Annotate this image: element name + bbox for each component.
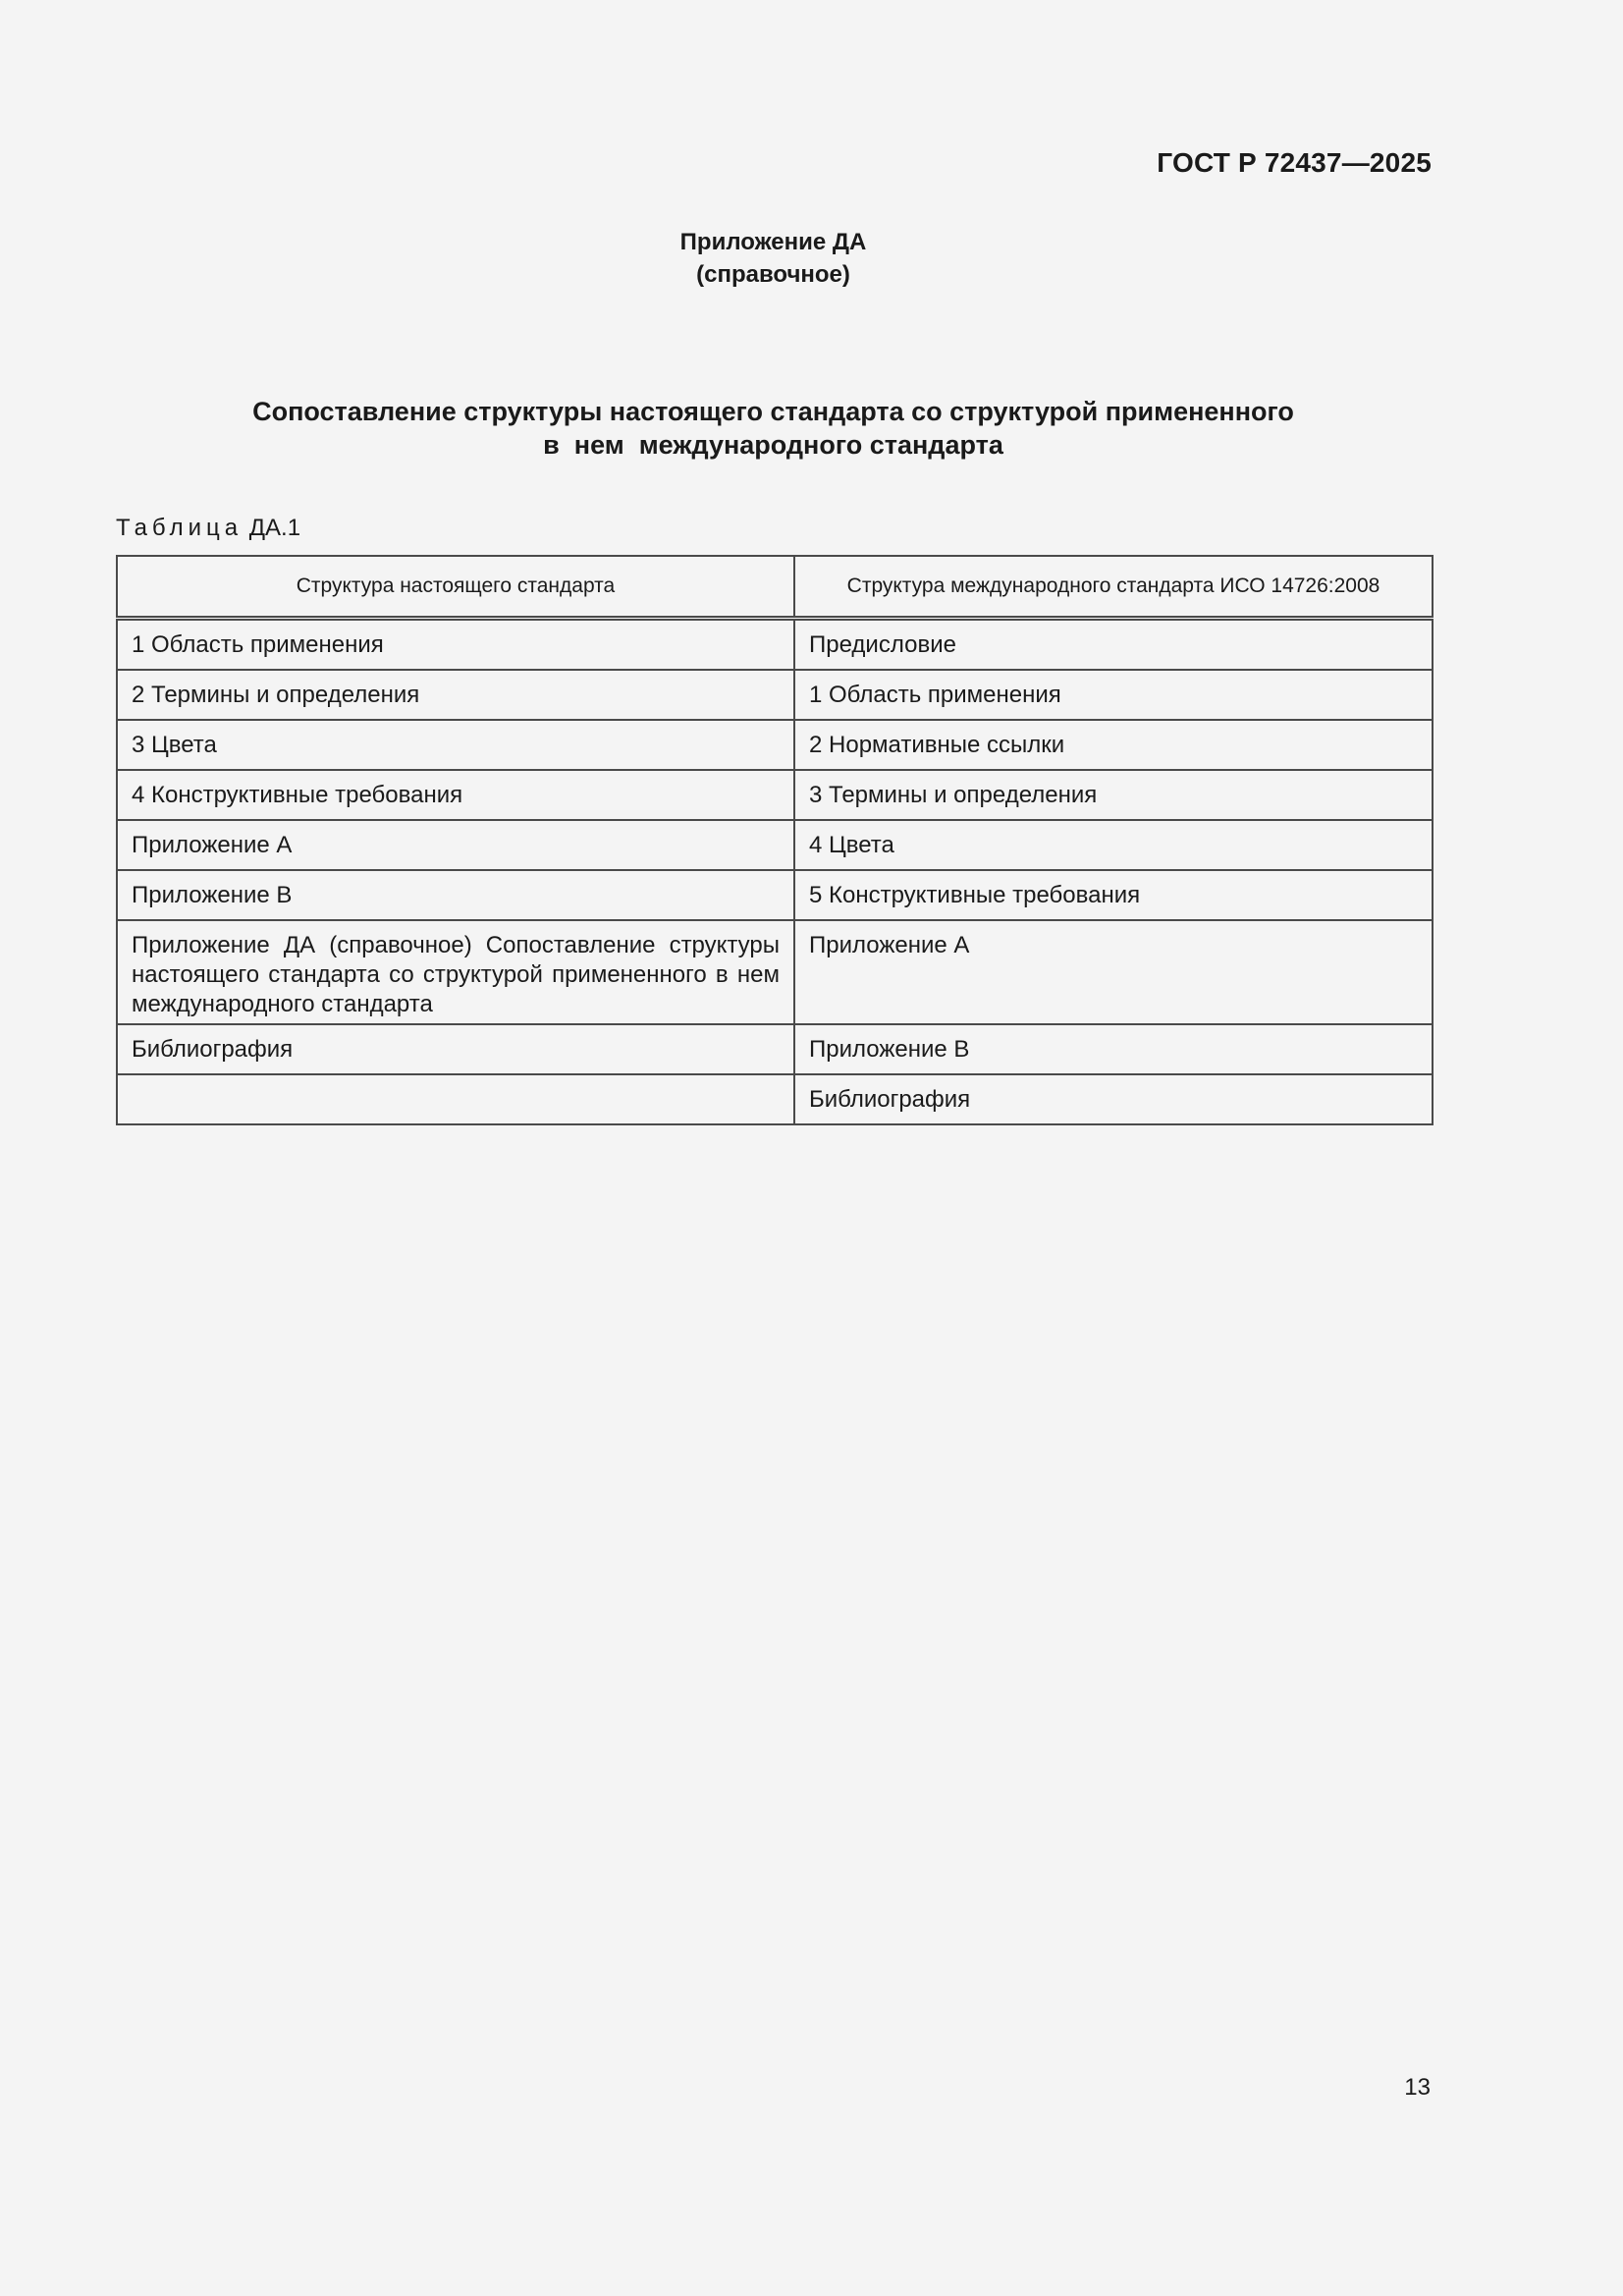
section-title-line-1: Сопоставление структуры настоящего стандарта со структурой примененного [252, 397, 1294, 426]
table-header [117, 556, 1433, 619]
cell-national: 1 Область применения [117, 619, 794, 671]
table-row [117, 1024, 1433, 1074]
cell-national: 4 Конструктивные требования [117, 770, 794, 820]
page-number: 13 [1404, 2074, 1431, 2101]
table-row [117, 720, 1433, 770]
table-header-row [117, 556, 1433, 619]
cell-international: 2 Нормативные ссылки [794, 720, 1433, 770]
cell-international: 1 Область применения [794, 670, 1433, 720]
cell-national [117, 1074, 794, 1124]
cell-international: Приложение В [794, 1024, 1433, 1074]
table-body [117, 619, 1433, 1125]
cell-national: Библиография [117, 1024, 794, 1074]
cell-national: 2 Термины и определения [117, 670, 794, 720]
table-row [117, 820, 1433, 870]
structure-comparison-table [116, 555, 1434, 1125]
document-code: ГОСТ Р 72437—2025 [1157, 147, 1432, 178]
cell-international: Предисловие [794, 619, 1433, 671]
column-header-international: Структура международного стандарта ИСО 14726:2008 [794, 556, 1433, 619]
cell-national: Приложение ДА (справочное) Сопоставление структуры настоящего стандарта со структурой примененного в нем международного стандарта [117, 920, 794, 1024]
section-title [0, 395, 1546, 462]
table-row [117, 770, 1433, 820]
cell-national: 3 Цвета [117, 720, 794, 770]
structure-comparison-table-wrap [116, 555, 1432, 1125]
cell-international: 5 Конструктивные требования [794, 870, 1433, 920]
cell-international: 3 Термины и определения [794, 770, 1433, 820]
table-row [117, 870, 1433, 920]
table-row [117, 920, 1433, 1024]
appendix-status: (справочное) [696, 261, 850, 288]
column-header-national: Структура настоящего стандарта [117, 556, 794, 619]
table-caption-number: ДА.1 [248, 515, 301, 541]
cell-national: Приложение В [117, 870, 794, 920]
appendix-title: Приложение ДА [679, 229, 867, 255]
table-row [117, 670, 1433, 720]
table-row [117, 619, 1433, 671]
cell-international: Библиография [794, 1074, 1433, 1124]
appendix-heading [0, 226, 1546, 291]
table-row [117, 1074, 1433, 1124]
cell-international: Приложение А [794, 920, 1433, 1024]
cell-international: 4 Цвета [794, 820, 1433, 870]
cell-national: Приложение А [117, 820, 794, 870]
table-caption [116, 515, 300, 542]
section-title-line-2: в нем международного стандарта [543, 430, 1003, 460]
table-caption-word: Таблица [116, 515, 243, 541]
